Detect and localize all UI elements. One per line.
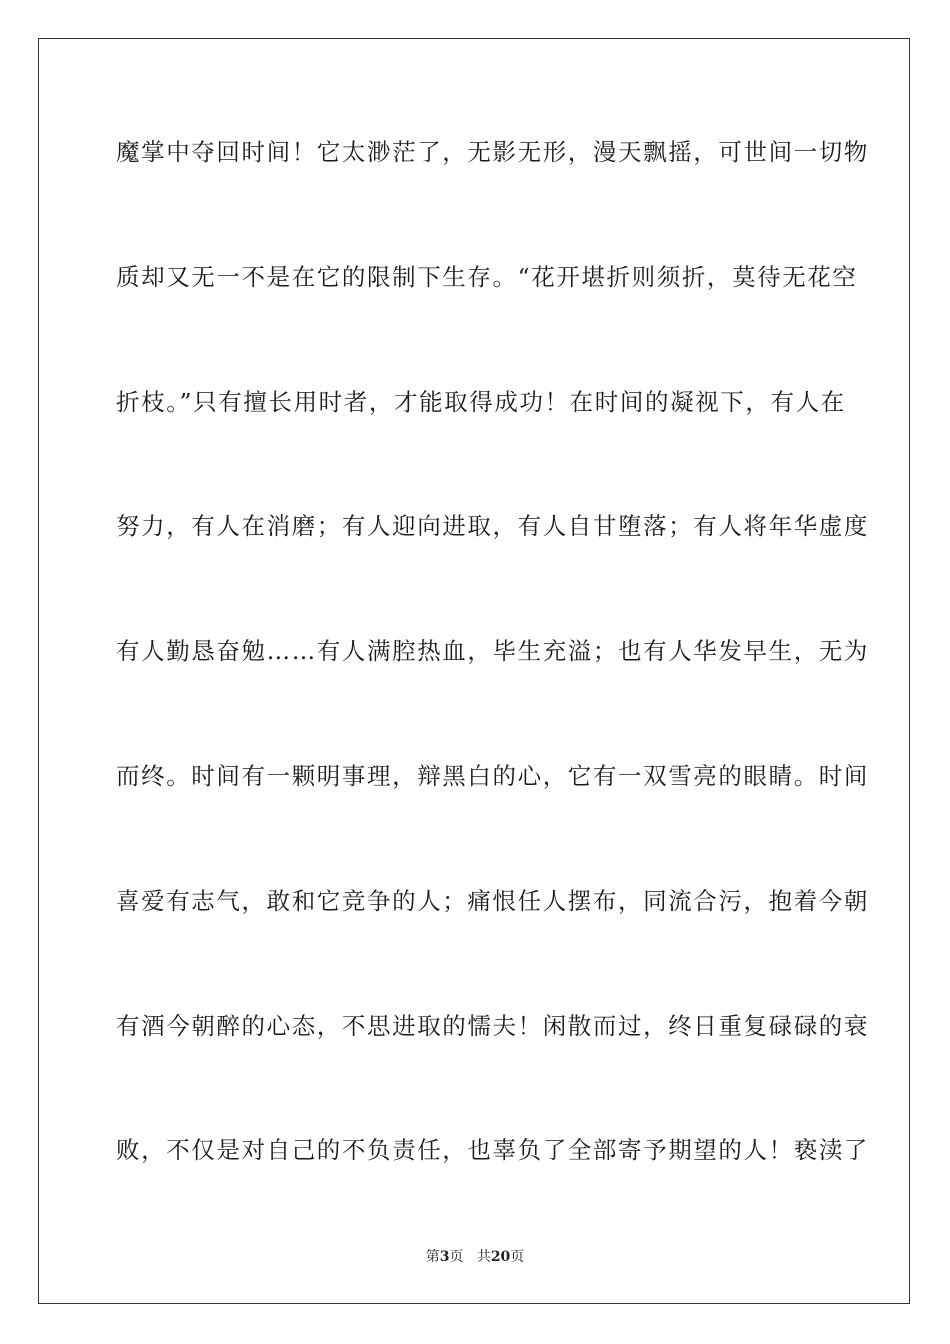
page-prefix: 第 xyxy=(425,1249,440,1265)
total-prefix: 共 xyxy=(476,1249,491,1265)
page-number: 3 xyxy=(439,1249,450,1265)
text-line-9: 败，不仅是对自己的不负责任，也辜负了全部寄予期望的人！亵渎了 xyxy=(116,1136,869,1165)
text-line-6: 而终。时间有一颗明事理，辩黑白的心，它有一双雪亮的眼睛。时间 xyxy=(116,761,869,790)
total-suffix: 页 xyxy=(510,1249,525,1265)
total-pages: 20 xyxy=(490,1249,511,1265)
text-line-2: 质却又无一不是在它的限制下生存。“花开堪折则须折，莫待无花空 xyxy=(116,262,858,291)
page-suffix: 页 xyxy=(449,1249,464,1265)
text-line-5: 有人勤恳奋勉……有人满腔热血，毕生充溢；也有人华发早生，无为 xyxy=(116,637,869,666)
text-line-3: 折枝。”只有擅长用时者，才能取得成功！在时间的凝视下，有人在 xyxy=(116,387,846,416)
page-footer xyxy=(0,1246,950,1266)
text-line-8: 有酒今朝醉的心态，不思进取的懦夫！闲散而过，终日重复碌碌的衰 xyxy=(116,1011,869,1040)
text-line-4: 努力，有人在消磨；有人迎向进取，有人自甘堕落；有人将年华虚度 xyxy=(116,512,869,541)
body-text xyxy=(116,130,869,1253)
text-line-1: 魔掌中夺回时间！它太渺茫了，无影无形，漫天飘摇，可世间一切物 xyxy=(116,138,869,166)
text-line-7: 喜爱有志气，敢和它竞争的人；痛恨任人摆布，同流合污，抱着今朝 xyxy=(116,886,869,915)
